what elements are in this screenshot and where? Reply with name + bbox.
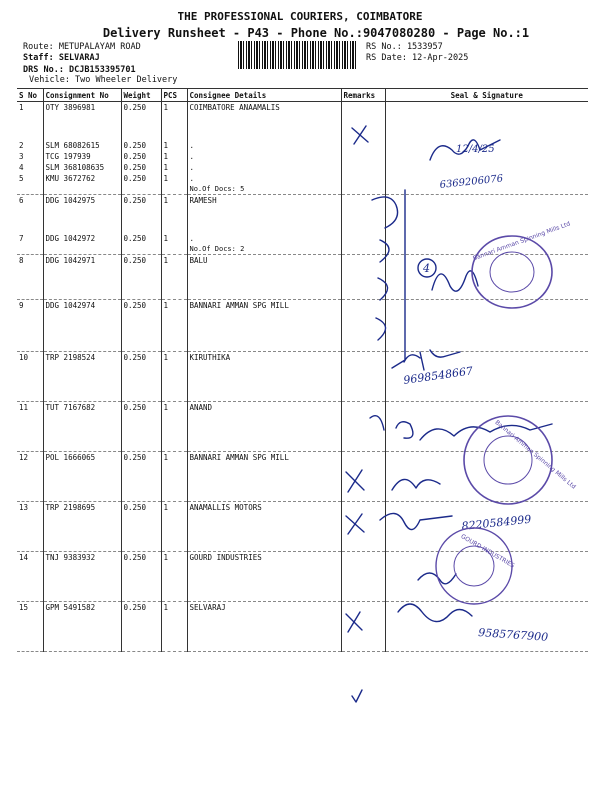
cell-consignee: ANAMALLIS MOTORS [187,502,341,552]
cell-weight: 0.250 [121,552,161,602]
cell-sno: 4 [19,162,24,172]
cell-consignee: . [187,162,341,173]
cell-pcs: 1 [161,602,187,652]
cell-weight: 0.250 [121,162,161,173]
staff-label: Staff: SELVARAJ [23,53,100,63]
cell-sno: 2 [19,140,24,150]
cell-consignee: ANAND [187,402,341,452]
stamp-1-text: Bannari Amman Spinning Mills Ltd [472,220,572,263]
cell-pcs: 1 [161,255,187,300]
signature-row15 [398,604,472,622]
cell-weight: 0.250 [121,452,161,502]
cell-sno: 10 [17,352,43,402]
route-label: Route: METUPALAYAM ROAD [23,42,141,52]
cell-sno: 12 [17,452,43,502]
cell-consignee: . [187,151,341,162]
cell-consignee: COIMBATORE ANAAMALIS [187,102,341,140]
cell-pcs: 1 [161,402,187,452]
rs-date: RS Date: 12-Apr-2025 [366,53,469,63]
cell-sno: 7 [19,233,24,243]
cell-weight: 0.250 [121,300,161,352]
cell-consignee: BALU [187,255,341,300]
cross-mark-row1 [352,126,368,144]
cell-pcs: 1 [161,151,187,162]
cell-weight: 0.250 [121,352,161,402]
company-stamp-3 [436,528,516,604]
cell-pcs: 1 [161,233,187,244]
rs-number: RS No.: 1533957 [366,42,443,52]
cell-consignment: TRP 2198695 [43,502,121,552]
phone-number-3: 8220584999 [460,512,532,533]
col-consignee: Consignee Details [187,89,341,102]
cross-mark-row13 [346,514,364,534]
tick-mark-bottom [352,690,362,702]
signature-row12 [392,479,440,490]
cell-pcs: 1 [161,300,187,352]
cell-sno: 9 [17,300,43,352]
cell-consignment: SLM 68082615 [43,140,121,151]
company-stamp-1 [472,220,571,308]
cell-weight: 0.250 [121,255,161,300]
company-stamp-2 [464,416,577,504]
cell-consignee: BANNARI AMMAN SPG MILL [187,452,341,502]
cell-consignment: TRP 2198524 [43,352,121,402]
stamp-2-text: Bannari Amman Spinning Mills Ltd [493,418,577,491]
cell-consignment: DDG 1042974 [43,300,121,352]
cell-sno: 3 [19,151,24,161]
remarks-scribble [372,190,405,368]
cell-pcs: 1 [161,452,187,502]
cell-consignment: DDG 1042971 [43,255,121,300]
vehicle-label: Vehicle: Two Wheeler Delivery [29,75,178,85]
cell-weight: 0.250 [121,233,161,244]
cell-consignment: TNJ 9383932 [43,552,121,602]
cell-consignment: DDG 1042972 [43,233,121,244]
cross-mark-row15 [346,612,362,632]
cell-sno: 8 [17,255,43,300]
cell-consignment: SLM 368108635 [43,162,121,173]
cell-pcs: 1 [161,195,187,233]
phone-number-4: 9585767900 [477,626,549,644]
date-note: 12/4/25 [456,144,495,155]
phone-number-2: 9698548667 [402,364,474,387]
cell-pcs: 1 [161,352,187,402]
cell-consignee: GOURD INDUSTRIES [187,552,341,602]
cell-consignee: . [187,233,341,244]
cross-mark-row12 [346,470,364,492]
cell-consignee: . [187,140,341,151]
col-sno: S No [17,89,43,102]
cell-sno: 13 [17,502,43,552]
cell-weight: 0.250 [121,173,161,184]
cell-sno: 6 [19,196,24,205]
cell-consignee: BANNARI AMMAN SPG MILL [187,300,341,352]
cell-consignment: POL 1666065 [43,452,121,502]
signature-row8 [432,271,478,291]
col-pcs: PCS [161,89,187,102]
cell-consignment: DDG 1042975 [43,195,121,233]
circled-number: 4 [423,262,430,275]
drs-number: DRS No.: DCJB153395701 [23,65,136,75]
cell-pcs: 1 [161,102,187,140]
cell-weight: 0.250 [121,102,161,140]
docs-count: No.Of Docs: 5 [187,184,341,195]
cell-weight: 0.250 [121,502,161,552]
signature-row13 [380,513,452,529]
col-consignment: Consignment No [43,89,121,102]
cell-weight: 0.250 [121,402,161,452]
cell-consignee: KIRUTHIKA [187,352,341,402]
docs-count: No.Of Docs: 2 [187,244,341,255]
cell-sno: 5 [19,173,24,183]
cell-pcs: 1 [161,502,187,552]
cell-pcs: 1 [161,552,187,602]
col-seal: Seal & Signature [385,89,588,102]
phone-number-1: 6369206076 [439,173,504,191]
cell-consignee: SELVARAJ [187,602,341,652]
cell-weight: 0.250 [121,140,161,151]
cell-weight: 0.250 [121,602,161,652]
cell-weight: 0.250 [121,151,161,162]
cell-pcs: 1 [161,140,187,151]
cell-consignee: RAMESH [187,195,341,233]
cell-pcs: 1 [161,173,187,184]
col-weight: Weight [121,89,161,102]
cell-sno: 11 [17,402,43,452]
col-remarks: Remarks [341,89,385,102]
cell-sno: 14 [17,552,43,602]
cell-consignee: . [187,173,341,184]
cell-sno: 15 [17,602,43,652]
cell-consignment: TUT 7167682 [43,402,121,452]
cell-sno: 1 [19,103,24,112]
cell-consignment: OTY 3896981 [43,102,121,140]
company-title: THE PROFESSIONAL COURIERS, COIMBATORE [177,10,423,23]
cell-pcs: 1 [161,162,187,173]
cell-consignment: TCG 197939 [43,151,121,162]
cell-consignment: GPM 5491582 [43,602,121,652]
runsheet-title: Delivery Runsheet - P43 - Phone No.:9047080280 - Page No.:1 [102,26,530,40]
cell-weight: 0.250 [121,195,161,233]
stamp-3-text: GOURD INDUSTRIES [459,533,516,570]
cell-consignment: KMU 3672762 [43,173,121,184]
